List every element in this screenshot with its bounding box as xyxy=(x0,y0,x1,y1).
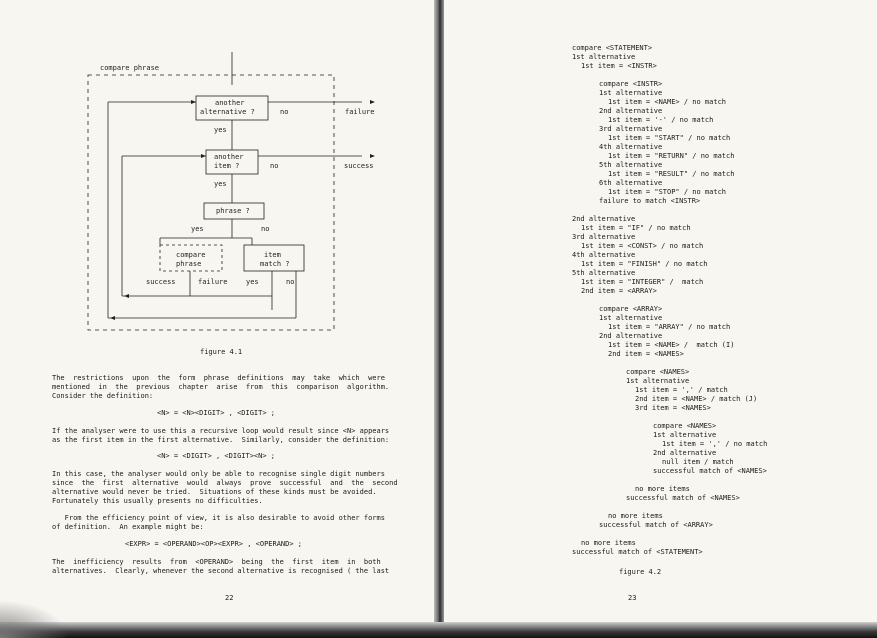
label-phrase-q: phrase ? xyxy=(216,207,250,215)
outline-line: 1st alternative xyxy=(599,314,663,322)
label-yes-1: yes xyxy=(214,126,227,134)
outline-line: 1st alternative xyxy=(626,377,690,385)
outline-line: 2nd alternative xyxy=(653,449,717,457)
outline-line: compare <NAMES> xyxy=(626,368,690,376)
outline-line: 3rd alternative xyxy=(599,125,663,133)
outline-line: 1st alternative xyxy=(572,53,636,61)
outline-line: 1st item = ',' / no match xyxy=(662,440,768,448)
label-no-2: no xyxy=(270,162,279,170)
right-page xyxy=(441,0,877,626)
book-gutter xyxy=(434,0,444,638)
outline-line xyxy=(572,530,767,539)
formula-n-digit: <N> = <N><DIGIT> , <DIGIT> ; xyxy=(157,409,276,417)
outline-line xyxy=(572,476,767,485)
outline-line: no more items xyxy=(581,539,636,547)
outline-line: 1st item = <NAME> / match (I) xyxy=(608,341,735,349)
outline-line: 1st item = "RESULT" / no match xyxy=(608,170,735,178)
outline-line: compare <NAMES> xyxy=(653,422,717,430)
outline-line: 1st item = "RETURN" / no match xyxy=(608,152,735,160)
outline-line: compare <STATEMENT> xyxy=(572,44,653,52)
formula-digit-n: <N> = <DIGIT> , <DIGIT><N> ; xyxy=(157,452,276,460)
outline-line xyxy=(572,359,767,368)
outline-line: compare <ARRAY> xyxy=(599,305,663,313)
paragraph-recursive-loop: If the analyser were to use this a recursive loop would result since <N> appears as the first item in the first alternative. Similarly, consider the definition: xyxy=(52,427,390,444)
outline-line: successful match of <NAMES> xyxy=(626,494,740,502)
outline-line: successful match of <ARRAY> xyxy=(599,521,713,529)
outline-line: 2nd item = <ARRAY> xyxy=(581,287,657,295)
outline-line: 1st item = "IF" / no match xyxy=(581,224,691,232)
label-no-3: no xyxy=(261,225,270,233)
label-failure: failure xyxy=(345,108,375,116)
outline-line xyxy=(572,413,767,422)
outline-line: 2nd item = <NAME> / match (J) xyxy=(635,395,758,403)
label-success: success xyxy=(344,162,374,170)
outline-line: 1st item = "ARRAY" / no match xyxy=(608,323,731,331)
label-another-item-2: item ? xyxy=(214,162,240,170)
paragraph-efficiency: From the efficiency point of view, it is also desirable to avoid other forms of definition. An example might be: xyxy=(52,514,385,531)
outline-line: 1st item = "FINISH" / no match xyxy=(581,260,708,268)
paragraph-single-digit: In this case, the analyser would only be able to recognise single digit numbers since the first alternative would always prove successful and the second alternative would never be tried. Situations of these kinds must be avoided. Fortunately this usually presents no difficulties. xyxy=(52,470,398,505)
label-another-item-1: another xyxy=(214,153,244,161)
outline-line: 1st item = <NAME> / no match xyxy=(608,98,727,106)
outline-line xyxy=(572,206,767,215)
label-another-alt-2: alternative ? xyxy=(200,108,255,116)
label-another-alt-1: another xyxy=(215,99,245,107)
outline-line: 1st item = "INTEGER" / match xyxy=(581,278,704,286)
figure-4-1-flowchart xyxy=(0,0,437,345)
label-yes-4: yes xyxy=(246,278,259,286)
label-failure-inner: failure xyxy=(198,278,228,286)
page-number-right: 23 xyxy=(628,594,637,602)
outline-line: 5th alternative xyxy=(599,161,663,169)
formula-expr: <EXPR> = <OPERAND><OP><EXPR> , <OPERAND> ; xyxy=(125,540,303,548)
outline-line: 4th alternative xyxy=(572,251,636,259)
label-no-4: no xyxy=(286,278,295,286)
outline-line xyxy=(572,71,767,80)
outline-line: no more items xyxy=(608,512,663,520)
page-number-left: 22 xyxy=(225,594,234,602)
label-yes-2: yes xyxy=(214,180,227,188)
label-item-1: item xyxy=(264,251,281,259)
label-item-2: match ? xyxy=(260,260,290,268)
label-compare-box-2: phrase xyxy=(176,260,202,268)
scan-corner-shadow xyxy=(0,600,70,638)
outline-line: 1st item = <INSTR> xyxy=(581,62,657,70)
label-yes-3: yes xyxy=(191,225,204,233)
paragraph-restrictions: The restrictions upon the form phrase definitions may take which were mentioned in the previous chapter arise from this comparison algorithm. Consider the definition: xyxy=(52,374,390,400)
outline-line: 2nd item = <NAMES> xyxy=(608,350,684,358)
outline-line: 4th alternative xyxy=(599,143,663,151)
outline-line: 1st alternative xyxy=(599,89,663,97)
outline-line: 1st item = ',' / match xyxy=(635,386,728,394)
outline-line: 2nd alternative xyxy=(599,107,663,115)
outline-line: 6th alternative xyxy=(599,179,663,187)
left-page xyxy=(0,0,437,626)
label-compare-box-1: compare xyxy=(176,251,206,259)
figure-4-2-outline xyxy=(572,44,767,557)
label-success-inner: success xyxy=(146,278,176,286)
outline-line: successful match of <STATEMENT> xyxy=(572,548,703,556)
label-no-1: no xyxy=(280,108,289,116)
outline-line: 2nd alternative xyxy=(599,332,663,340)
outline-line: null item / match xyxy=(662,458,734,466)
outline-line: 1st alternative xyxy=(653,431,717,439)
outline-line: 1st item = '-' / no match xyxy=(608,116,714,124)
outline-line: 2nd alternative xyxy=(572,215,636,223)
paragraph-inefficiency: The inefficiency results from <OPERAND> being the first item in both alternatives. Clearly, whenever the second alternative is recognised ( the last xyxy=(52,558,390,575)
outline-line: no more items xyxy=(635,485,690,493)
outline-line xyxy=(572,503,767,512)
outline-line xyxy=(572,296,767,305)
outline-line: 1st item = <CONST> / no match xyxy=(581,242,704,250)
outline-line: compare <INSTR> xyxy=(599,80,663,88)
outline-line: failure to match <INSTR> xyxy=(599,197,701,205)
outline-line: 1st item = "START" / no match xyxy=(608,134,731,142)
figure-4-2-caption: figure 4.2 xyxy=(619,568,662,576)
outline-line: 5th alternative xyxy=(572,269,636,277)
outline-line: 3rd item = <NAMES> xyxy=(635,404,711,412)
outline-line: successful match of <NAMES> xyxy=(653,467,767,475)
scan-bottom-edge xyxy=(0,622,877,638)
label-compare-phrase: compare phrase xyxy=(100,64,160,72)
figure-4-1-caption: figure 4.1 xyxy=(200,348,243,356)
outline-line: 3rd alternative xyxy=(572,233,636,241)
outline-line: 1st item = "STOP" / no match xyxy=(608,188,727,196)
